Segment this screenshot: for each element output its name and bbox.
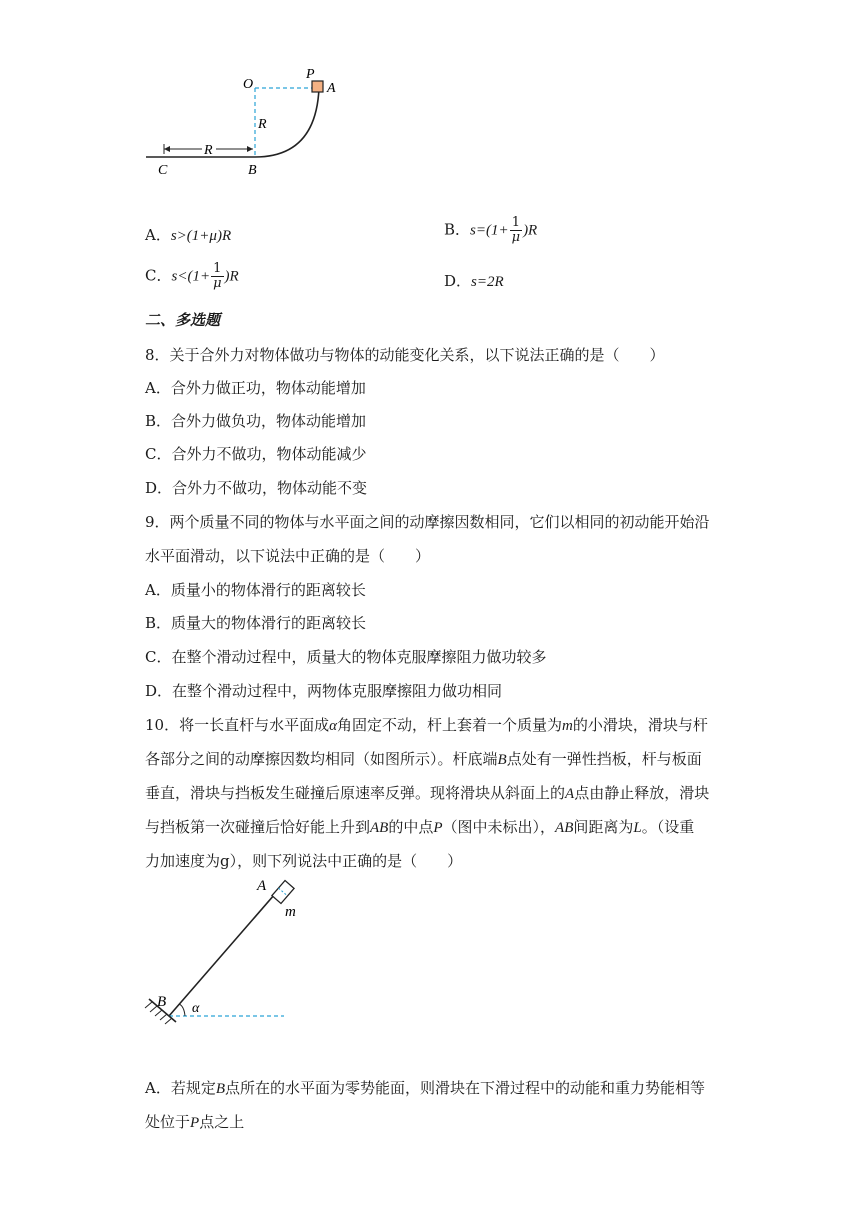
q8-option-c: C．合外力不做功，物体动能减少 bbox=[145, 445, 367, 463]
label-O: O bbox=[243, 77, 254, 92]
q10-stem-line3: 垂直，滑块与挡板发生碰撞后原速率反弹。现将滑块从斜面上的A点由静止释放，滑块 bbox=[145, 784, 710, 802]
q8-stem: 8．关于合外力对物体做功与物体的动能变化关系，以下说法正确的是（ ） bbox=[145, 346, 665, 364]
q9-option-c: C．在整个滑动过程中，质量大的物体克服摩擦阻力做功较多 bbox=[145, 648, 547, 666]
section-title-multiple-choice: 二、多选题 bbox=[145, 311, 221, 329]
fig2-label-B: B bbox=[157, 994, 167, 1010]
q10-option-a-line1: A．若规定B点所在的水平面为零势能面，则滑块在下滑过程中的动能和重力势能相等 bbox=[145, 1079, 706, 1097]
q7-option-b: B．s=(1+ $\frac{1}{\mu}$ )R bbox=[444, 215, 538, 245]
label-R-vertical: R bbox=[258, 117, 267, 132]
q7-option-a: A．s>(1+μ)R bbox=[145, 226, 232, 244]
fig2-label-A: A bbox=[257, 878, 267, 894]
q8-option-b: B．合外力做负功，物体动能增加 bbox=[145, 412, 367, 430]
label-A: A bbox=[327, 81, 336, 96]
label-P: P bbox=[306, 67, 315, 82]
label-C: C bbox=[158, 163, 168, 178]
q9-option-a: A．质量小的物体滑行的距离较长 bbox=[145, 581, 366, 599]
q9-stem-line1: 9．两个质量不同的物体与水平面之间的动摩擦因数相同，它们以相同的初动能开始沿 bbox=[145, 513, 710, 531]
q7-option-c: C．s<(1+ $\frac{1}{\mu}$ )R bbox=[145, 261, 239, 291]
q10-stem-line4: 与挡板第一次碰撞后恰好能上升到AB的中点P（图中未标出），AB间距离为L。（设重 bbox=[145, 818, 695, 836]
q9-stem-line2: 水平面滑动，以下说法中正确的是（ ） bbox=[145, 547, 431, 565]
q9-option-d: D．在整个滑动过程中，两物体克服摩擦阻力做功相同 bbox=[145, 682, 503, 700]
q10-stem-line5: 力加速度为g），则下列说法中正确的是（ ） bbox=[145, 852, 463, 870]
q10-stem-line1: 10．将一长直杆与水平面成α角固定不动，杆上套着一个质量为m的小滑块，滑块与杆 bbox=[145, 716, 708, 734]
figure-circular-track bbox=[140, 66, 350, 182]
label-B: B bbox=[248, 163, 257, 178]
q7-option-d: D．s=2R bbox=[444, 272, 504, 290]
figure-inclined-rod bbox=[140, 872, 300, 1032]
label-R-horizontal: R bbox=[204, 143, 213, 158]
fig2-label-m: m bbox=[285, 904, 296, 920]
q9-option-b: B．质量大的物体滑行的距离较长 bbox=[145, 614, 367, 632]
q8-option-a: A．合外力做正功，物体动能增加 bbox=[145, 379, 366, 397]
q8-option-d: D．合外力不做功，物体动能不变 bbox=[145, 479, 368, 497]
q10-option-a-line2: 处位于P点之上 bbox=[145, 1113, 245, 1131]
fig2-label-alpha: α bbox=[192, 1001, 200, 1016]
q10-stem-line2: 各部分之间的动摩擦因数均相同（如图所示）。杆底端B点处有一弹性挡板，杆与板面 bbox=[145, 750, 702, 768]
